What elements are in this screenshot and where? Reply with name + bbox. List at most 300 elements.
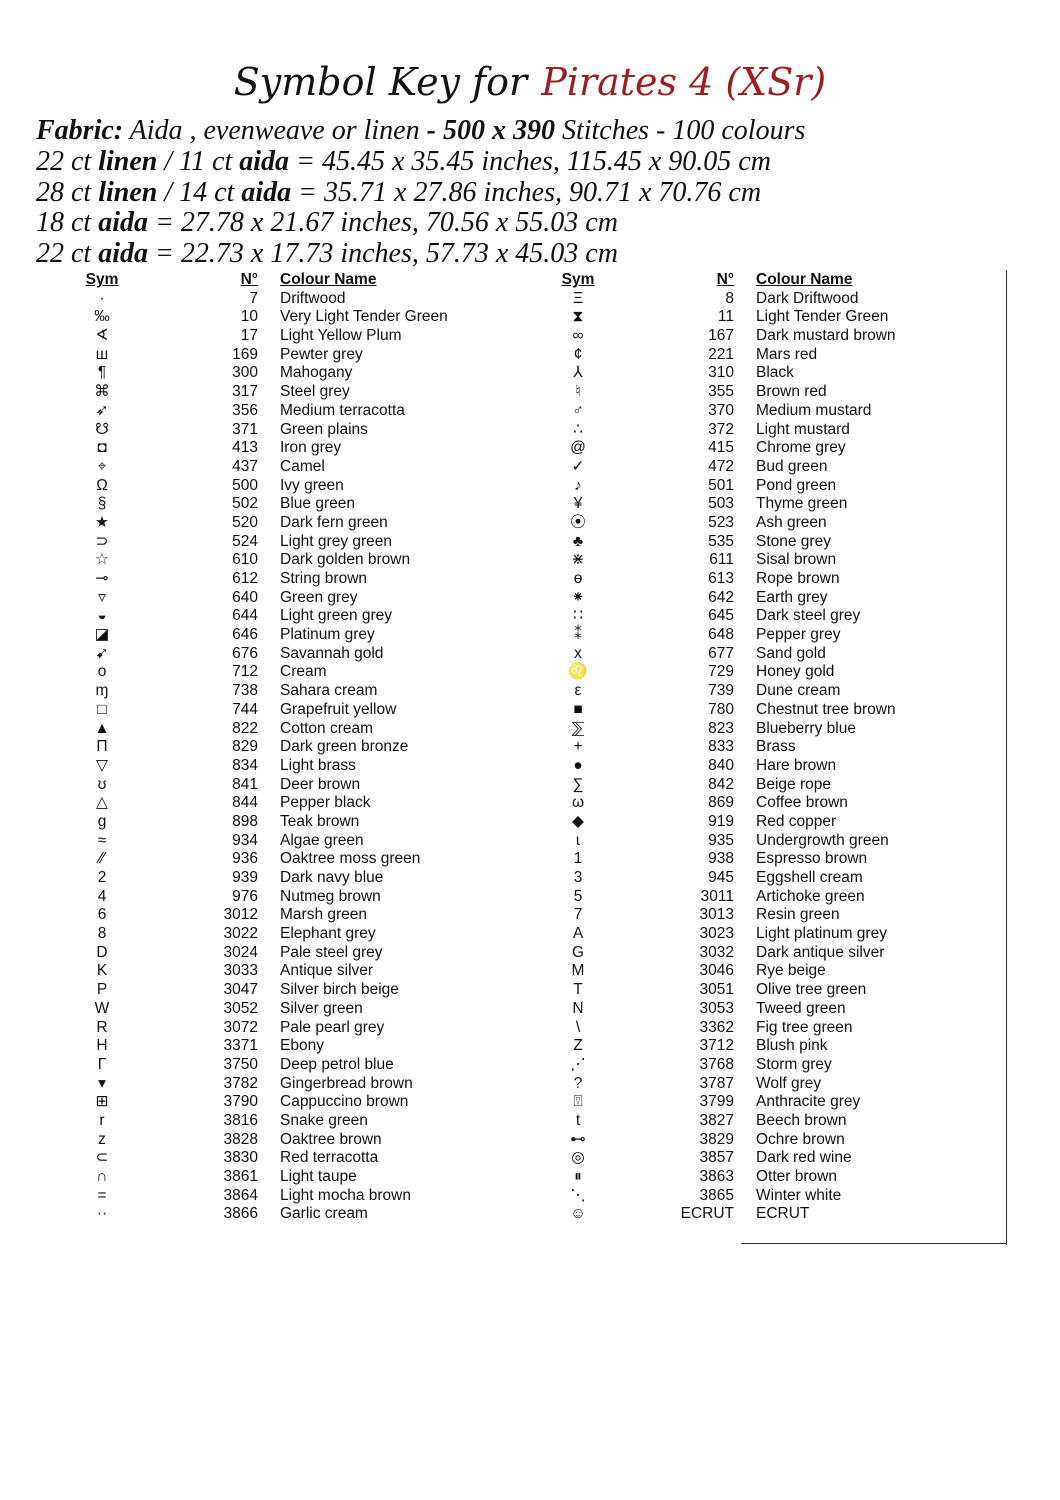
colour-name-cell: Light grey green	[280, 532, 393, 550]
colour-name-cell: String brown	[280, 570, 368, 587]
number-cell: 3828	[223, 1130, 258, 1148]
number-cell: 613	[708, 570, 734, 587]
symbol-cell: ⏸	[574, 1168, 582, 1185]
symbol-cell: ⊷	[570, 1130, 586, 1148]
table-row	[60, 738, 510, 757]
number-cell: 3052	[223, 999, 258, 1017]
table-row	[536, 589, 986, 608]
table-header	[536, 271, 986, 290]
header-colour-name: Colour Name	[756, 271, 853, 288]
table-row	[536, 626, 986, 645]
symbol-cell: W	[94, 999, 110, 1017]
colour-name-cell: Green plains	[280, 420, 368, 438]
table-row	[536, 1093, 986, 1112]
symbol-cell: ¶	[97, 364, 107, 382]
number-cell: 437	[232, 457, 258, 475]
symbol-cell: ◘	[97, 439, 107, 457]
table-row	[536, 925, 986, 944]
colour-name-cell: Stone grey	[756, 532, 831, 550]
number-cell: 934	[232, 831, 258, 849]
symbol-cell: r	[99, 1111, 105, 1129]
symbol-cell: ‰	[94, 308, 110, 326]
symbol-cell: ▲	[94, 719, 110, 737]
symbol-cell: 7	[573, 906, 583, 924]
number-cell: 939	[232, 869, 258, 886]
colour-name-cell: Light platinum grey	[756, 925, 887, 943]
colour-name-cell: Chrome grey	[756, 439, 846, 457]
symbol-cell: ➹	[95, 644, 109, 662]
number-cell: 3371	[223, 1037, 258, 1055]
table-row	[60, 626, 510, 645]
colour-name-cell: Blush pink	[756, 1037, 828, 1055]
colour-name-cell: Ochre brown	[756, 1130, 845, 1148]
colour-name-cell: Cotton cream	[280, 719, 374, 737]
number-cell: 823	[708, 719, 734, 737]
colour-name-cell: Bud green	[756, 457, 828, 475]
table-row	[536, 607, 986, 626]
colour-name-cell: Sahara cream	[280, 682, 378, 700]
table-row	[536, 738, 986, 757]
symbol-cell: ⋰	[570, 1055, 586, 1073]
colour-name-cell: Artichoke green	[756, 887, 865, 905]
number-cell: 3816	[223, 1111, 258, 1129]
number-cell: 310	[708, 364, 734, 382]
table-row	[536, 757, 986, 776]
table-row	[536, 570, 986, 589]
number-cell: 501	[708, 476, 734, 494]
number-cell: 834	[232, 756, 258, 774]
number-cell: 3768	[699, 1055, 734, 1073]
number-cell: 744	[232, 700, 258, 718]
number-cell: 524	[232, 532, 258, 550]
table-row	[60, 981, 510, 1000]
symbol-cell: R	[96, 1018, 108, 1036]
colour-name-cell: Brown red	[756, 383, 827, 401]
colour-name-cell: Light brass	[280, 756, 356, 774]
table-row	[60, 1037, 510, 1056]
number-cell: 842	[708, 775, 734, 793]
number-cell: 738	[232, 682, 258, 700]
colour-name-cell: Medium terracotta	[280, 401, 405, 419]
number-cell: 372	[708, 420, 734, 438]
colour-name-cell: Mars red	[756, 345, 818, 363]
number-cell: 8	[725, 289, 734, 307]
colour-name-cell: Dark navy blue	[280, 869, 384, 886]
number-cell: 3012	[223, 906, 258, 924]
symbol-cell: ◆	[572, 812, 584, 830]
table-row	[60, 1093, 510, 1112]
number-cell: 371	[232, 420, 258, 438]
symbol-table-right	[536, 271, 986, 1224]
symbol-cell: ➶	[95, 401, 109, 419]
symbol-cell: ⊸	[95, 570, 109, 587]
symbol-cell: M	[571, 962, 585, 980]
table-row	[60, 682, 510, 701]
colour-name-cell: Pepper black	[280, 794, 371, 812]
symbol-cell: ω	[571, 794, 585, 812]
colour-name-cell: Pale pearl grey	[280, 1018, 385, 1036]
table-row	[60, 1187, 510, 1206]
symbol-cell: ☺	[570, 1205, 586, 1223]
number-cell: 3861	[223, 1168, 258, 1185]
table-row	[60, 850, 510, 869]
symbol-cell: ∢	[95, 327, 109, 345]
table-row	[536, 458, 986, 477]
number-cell: 3033	[223, 962, 258, 980]
symbol-cell: ⋇	[571, 551, 585, 569]
symbol-cell: ♮	[575, 383, 581, 401]
symbol-cell: □	[97, 700, 107, 718]
colour-name-cell: Ash green	[756, 513, 827, 531]
header-sym: Sym	[561, 271, 595, 288]
symbol-cell: ɩ	[576, 831, 580, 849]
number-cell: 3830	[223, 1149, 258, 1167]
number-cell: 523	[708, 513, 734, 531]
table-row	[536, 421, 986, 440]
number-cell: 3053	[699, 999, 734, 1017]
symbol-cell: ⊂	[95, 1149, 109, 1167]
table-row	[536, 1205, 986, 1224]
symbol-cell: ▽	[96, 756, 108, 774]
colour-name-cell: Garlic cream	[280, 1205, 368, 1223]
symbol-cell: =	[97, 1186, 107, 1204]
colour-name-cell: Light mocha brown	[280, 1186, 411, 1204]
symbol-cell: ◒	[97, 607, 107, 625]
number-cell: 10	[240, 308, 258, 326]
number-cell: 976	[232, 887, 258, 905]
table-row	[536, 962, 986, 981]
colour-name-cell: Savannah gold	[280, 644, 384, 662]
symbol-cell: ♣	[572, 532, 584, 550]
symbol-cell: ★	[95, 513, 109, 531]
number-cell: 840	[708, 756, 734, 774]
number-cell: 676	[232, 644, 258, 662]
header-sym: Sym	[85, 271, 119, 288]
symbol-cell: ◎	[571, 1149, 585, 1167]
table-row	[60, 290, 510, 309]
symbol-cell: ⍔	[573, 1093, 583, 1111]
symbol-cell: o	[97, 663, 107, 681]
number-cell: 3750	[223, 1055, 258, 1073]
table-row	[536, 1019, 986, 1038]
table-row	[60, 1168, 510, 1187]
table-row	[536, 888, 986, 907]
symbol-cell: Ω	[96, 476, 108, 494]
number-cell: 822	[232, 719, 258, 737]
colour-name-cell: Blue green	[280, 495, 355, 513]
table-row	[60, 421, 510, 440]
spec-line-18ct: 18 ct aida = 27.78 x 21.67 inches, 70.56 x 55.03 cm	[36, 207, 618, 239]
symbol-cell: ♌	[568, 663, 588, 681]
symbol-cell: ⅄	[573, 364, 583, 382]
table-row	[536, 776, 986, 795]
symbol-cell: t	[575, 1111, 581, 1129]
symbol-cell: ⌖	[97, 457, 107, 475]
header-number: N°	[716, 271, 734, 288]
symbol-cell: g	[97, 812, 107, 830]
number-cell: 648	[708, 626, 734, 644]
table-row	[536, 944, 986, 963]
symbol-cell: ☋	[95, 420, 109, 438]
symbol-cell: ε	[574, 682, 582, 700]
header-number: N°	[240, 271, 258, 288]
colour-name-cell: Dark antique silver	[756, 943, 885, 961]
colour-name-cell: Black	[756, 364, 794, 382]
symbol-cell: D	[96, 943, 108, 961]
symbol-cell: ●	[573, 756, 583, 774]
table-row	[536, 495, 986, 514]
table-row	[60, 364, 510, 383]
table-row	[60, 701, 510, 720]
colour-name-cell: Beige rope	[756, 775, 831, 793]
symbol-cell: ⅀	[571, 719, 585, 737]
number-cell: 535	[708, 532, 734, 550]
symbol-cell: ?	[573, 1074, 583, 1092]
table-row	[60, 645, 510, 664]
table-row	[536, 645, 986, 664]
colour-name-cell: Wolf grey	[756, 1074, 822, 1092]
colour-name-cell: Espresso brown	[756, 850, 868, 868]
table-row	[60, 589, 510, 608]
symbol-cell: A	[572, 925, 584, 943]
number-cell: 610	[232, 551, 258, 569]
colour-name-cell: Mahogany	[280, 364, 353, 382]
number-cell: 370	[708, 401, 734, 419]
colour-name-cell: Dark green bronze	[280, 738, 409, 756]
colour-name-cell: Hare brown	[756, 756, 837, 774]
number-cell: 844	[232, 794, 258, 812]
symbol-cell: Γ	[97, 1055, 107, 1073]
colour-name-cell: Light green grey	[280, 607, 393, 625]
table-row	[536, 1149, 986, 1168]
symbol-cell: H	[96, 1037, 108, 1055]
spec-line-fabric: Fabric: Aida , evenweave or linen - 500 x 390 Stitches - 100 colours	[36, 115, 806, 146]
number-cell: 729	[708, 663, 734, 681]
number-cell: 3047	[223, 981, 258, 999]
symbol-cell: §	[97, 495, 107, 513]
table-row	[60, 1149, 510, 1168]
symbol-cell: △	[96, 794, 108, 812]
symbol-cell: ⁄⁄	[99, 850, 105, 868]
table-row	[60, 1112, 510, 1131]
symbol-cell: Ξ	[572, 289, 584, 307]
fabric-specs	[36, 116, 1036, 270]
colour-name-cell: Cream	[280, 663, 327, 681]
colour-name-cell: Driftwood	[280, 289, 346, 307]
colour-name-cell: Olive tree green	[756, 981, 867, 999]
colour-name-cell: Cappuccino brown	[280, 1093, 409, 1111]
number-cell: 415	[708, 439, 734, 457]
number-cell: 169	[232, 345, 258, 363]
table-row	[60, 1205, 510, 1224]
table-row	[60, 794, 510, 813]
symbol-cell: ··	[96, 1205, 108, 1223]
number-cell: 3827	[699, 1111, 734, 1129]
number-cell: 500	[232, 476, 258, 494]
colour-name-cell: Undergrowth green	[756, 831, 889, 849]
number-cell: 3864	[223, 1186, 258, 1204]
number-cell: 3046	[699, 962, 734, 980]
number-cell: 938	[708, 850, 734, 868]
number-cell: 841	[232, 775, 258, 793]
symbol-cell: ¥	[573, 495, 583, 513]
number-cell: 898	[232, 812, 258, 830]
table-row	[536, 402, 986, 421]
symbol-cell: ɵ	[573, 570, 583, 587]
number-cell: 3829	[699, 1130, 734, 1148]
spec-line-22ct-aida: 22 ct aida = 22.73 x 17.73 inches, 57.73 x 45.03 cm	[36, 238, 618, 270]
number-cell: 3051	[699, 981, 734, 999]
table-border-bottom	[741, 1243, 1007, 1244]
table-row	[536, 1037, 986, 1056]
table-row	[536, 794, 986, 813]
table-rows	[60, 290, 510, 1224]
symbol-cell: ∷	[573, 607, 583, 625]
number-cell: 356	[232, 401, 258, 419]
symbol-cell: ⦿	[570, 513, 586, 531]
colour-name-cell: Storm grey	[756, 1055, 832, 1073]
colour-name-cell: ECRUT	[756, 1205, 810, 1223]
number-cell: 919	[708, 812, 734, 830]
colour-name-cell: Light Tender Green	[756, 308, 889, 326]
colour-name-cell: Elephant grey	[280, 925, 376, 943]
colour-name-cell: Brass	[756, 738, 796, 756]
colour-name-cell: Earth grey	[756, 588, 828, 606]
symbol-cell: ∑	[572, 775, 584, 793]
colour-name-cell: Oaktree moss green	[280, 850, 421, 868]
table-row	[60, 720, 510, 739]
number-cell: 167	[708, 327, 734, 345]
symbol-cell: ☆	[95, 551, 109, 569]
page-title	[0, 58, 1060, 106]
symbol-cell: ■	[573, 700, 583, 718]
table-row	[60, 570, 510, 589]
number-cell: 300	[232, 364, 258, 382]
colour-name-cell: Red copper	[756, 812, 837, 830]
table-row	[60, 906, 510, 925]
table-row	[536, 327, 986, 346]
colour-name-cell: Gingerbread brown	[280, 1074, 413, 1092]
number-cell: 11	[717, 308, 734, 326]
symbol-cell: ▾	[98, 1074, 106, 1092]
colour-name-cell: Nutmeg brown	[280, 887, 381, 905]
number-cell: 503	[708, 495, 734, 513]
colour-name-cell: Anthracite grey	[756, 1093, 861, 1111]
number-cell: 640	[232, 588, 258, 606]
number-cell: 612	[232, 570, 258, 587]
number-cell: 644	[232, 607, 258, 625]
number-cell: 936	[232, 850, 258, 868]
table-row	[536, 1075, 986, 1094]
number-cell: 472	[708, 457, 734, 475]
table-row	[536, 533, 986, 552]
symbol-cell: ⧗	[572, 308, 584, 326]
number-cell: 780	[708, 700, 734, 718]
symbol-cell: ⋱	[570, 1186, 586, 1204]
table-row	[536, 551, 986, 570]
symbol-cell: 2	[97, 869, 107, 886]
symbol-cell: ∩	[96, 1168, 108, 1185]
symbol-cell: Π	[96, 738, 108, 756]
table-row	[60, 495, 510, 514]
table-row	[536, 364, 986, 383]
table-row	[60, 533, 510, 552]
number-cell: 3712	[699, 1037, 734, 1055]
colour-name-cell: Silver green	[280, 999, 363, 1017]
colour-name-cell: Platinum grey	[280, 626, 375, 644]
table-header	[60, 271, 510, 290]
symbol-cell: ⌘	[94, 383, 110, 401]
number-cell: 945	[708, 869, 734, 886]
colour-name-cell: Honey gold	[756, 663, 835, 681]
colour-name-cell: Beech brown	[756, 1111, 847, 1129]
number-cell: 7	[249, 289, 258, 307]
table-row	[536, 850, 986, 869]
table-row	[536, 346, 986, 365]
symbol-cell: ·	[99, 289, 105, 307]
colour-name-cell: Dark steel grey	[756, 607, 861, 625]
table-row	[536, 477, 986, 496]
colour-name-cell: Tweed green	[756, 999, 846, 1017]
number-cell: 3782	[223, 1074, 258, 1092]
table-row	[536, 981, 986, 1000]
number-cell: 677	[708, 644, 734, 662]
colour-name-cell: Otter brown	[756, 1168, 837, 1185]
colour-name-cell: Chestnut tree brown	[756, 700, 896, 718]
table-row	[60, 1131, 510, 1150]
colour-name-cell: Algae green	[280, 831, 364, 849]
table-row	[60, 327, 510, 346]
number-cell: 317	[232, 383, 258, 401]
number-cell: 17	[240, 327, 258, 345]
table-row	[536, 813, 986, 832]
symbol-table-left	[60, 271, 510, 1224]
colour-name-cell: Pepper grey	[756, 626, 841, 644]
colour-name-cell: Dark golden brown	[280, 551, 411, 569]
table-row	[536, 701, 986, 720]
colour-name-cell: Rope brown	[756, 570, 840, 587]
colour-name-cell: Light Yellow Plum	[280, 327, 402, 345]
colour-name-cell: Light mustard	[756, 420, 850, 438]
table-row	[60, 383, 510, 402]
colour-name-cell: Sand gold	[756, 644, 826, 662]
colour-name-cell: Light taupe	[280, 1168, 357, 1185]
colour-name-cell: Pewter grey	[280, 345, 363, 363]
symbol-cell: 5	[573, 887, 583, 905]
colour-name-cell: Camel	[280, 457, 325, 475]
number-cell: 3011	[700, 887, 734, 905]
colour-name-cell: Ivy green	[280, 476, 344, 494]
spec-line-28ct: 28 ct linen / 14 ct aida = 35.71 x 27.86 inches, 90.71 x 70.76 cm	[36, 176, 762, 208]
table-row	[536, 720, 986, 739]
number-cell: 520	[232, 513, 258, 531]
number-cell: 3072	[223, 1018, 258, 1036]
number-cell: 3013	[699, 906, 734, 924]
colour-name-cell: Dark red wine	[756, 1149, 852, 1167]
table-row	[60, 757, 510, 776]
symbol-cell: +	[573, 738, 583, 756]
colour-name-cell: Green grey	[280, 588, 358, 606]
header-colour-name: Colour Name	[280, 271, 377, 288]
colour-name-cell: Dark Driftwood	[756, 289, 859, 307]
colour-name-cell: Pale steel grey	[280, 943, 383, 961]
number-cell: 3023	[699, 925, 734, 943]
table-row	[60, 1056, 510, 1075]
colour-name-cell: Deep petrol blue	[280, 1055, 394, 1073]
number-cell: 3865	[699, 1186, 734, 1204]
colour-name-cell: Fig tree green	[756, 1018, 853, 1036]
table-row	[60, 888, 510, 907]
